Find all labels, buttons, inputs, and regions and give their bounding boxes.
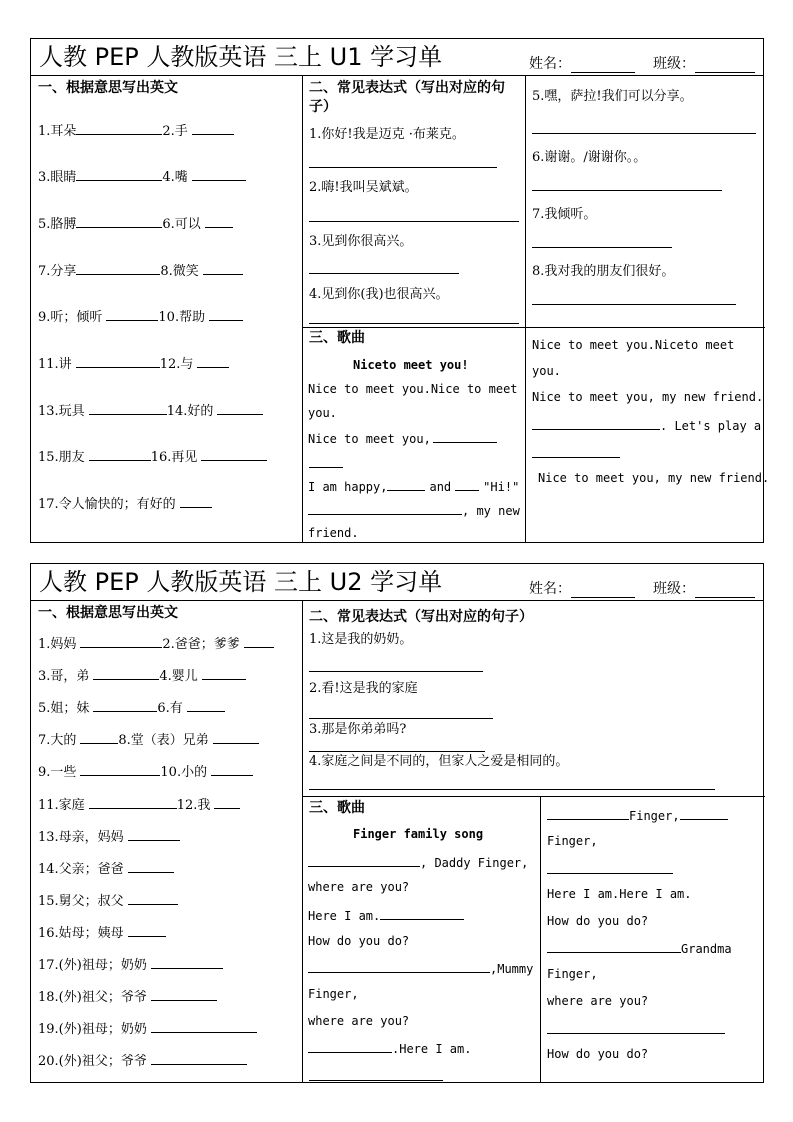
answer-line[interactable] — [547, 1033, 725, 1034]
song-line: Finger, — [308, 987, 359, 1001]
answer-blank[interactable] — [80, 634, 162, 648]
name-label: 姓名： — [529, 581, 571, 597]
answer-blank[interactable] — [547, 806, 629, 820]
answer-blank[interactable] — [93, 666, 159, 680]
expression-item: 2.看!这是我的家庭 — [309, 681, 418, 696]
vocab-item: 18.(外)祖父；爷爷 — [38, 990, 147, 1005]
vocab-item: 5.胳膊 — [38, 217, 77, 232]
answer-line[interactable] — [532, 133, 756, 134]
answer-line[interactable] — [532, 457, 620, 458]
header-u2 — [31, 564, 763, 601]
answer-blank[interactable] — [197, 354, 229, 368]
answer-blank[interactable] — [128, 827, 180, 841]
song-line: Grandma — [681, 942, 732, 956]
song-line: . Let's play a — [660, 419, 762, 433]
section-vocab — [38, 79, 178, 98]
vocab-item: 2.手 — [162, 124, 188, 139]
song-line: Here I am. — [308, 909, 381, 923]
song-line: How do you do? — [308, 934, 410, 948]
vocab-item: 19.(外)祖母；奶奶 — [38, 1022, 147, 1037]
worksheet-u2 — [30, 563, 764, 1083]
answer-blank[interactable] — [151, 1019, 257, 1033]
answer-line[interactable] — [309, 1080, 443, 1081]
answer-blank[interactable] — [76, 121, 162, 135]
answer-blank[interactable] — [308, 959, 490, 973]
expression-item: 3.那是你弟弟吗? — [309, 722, 407, 737]
name-field[interactable] — [529, 578, 635, 598]
song-line: Nice to meet you.Nice to meet — [308, 382, 518, 396]
answer-blank[interactable] — [308, 853, 420, 867]
expression-item: 6.谢谢。/谢谢你。。 — [532, 150, 647, 165]
answer-blank[interactable] — [128, 923, 166, 937]
song-line: , my new — [462, 504, 520, 518]
section-title: 二、常见表达式（写出对应的句子） — [309, 609, 533, 625]
answer-blank[interactable] — [76, 214, 162, 228]
answer-blank[interactable] — [380, 906, 464, 920]
answer-blank[interactable] — [80, 762, 160, 776]
vocab-item: 15.朋友 — [38, 450, 85, 465]
vocab-item: 9.听；倾听 — [38, 310, 103, 325]
answer-blank[interactable] — [151, 1051, 247, 1065]
answer-blank[interactable] — [201, 447, 267, 461]
answer-blank[interactable] — [209, 307, 243, 321]
song-line: How do you do? — [547, 914, 649, 928]
vocab-item: 10.小的 — [160, 765, 208, 780]
song-line: Nice to meet you, — [308, 432, 431, 446]
vocab-item: 1.耳朵 — [38, 124, 77, 139]
answer-blank[interactable] — [180, 494, 212, 508]
expression-item: 1.你好!我是迈克 ·布莱克。 — [309, 127, 465, 142]
answer-blank[interactable] — [213, 730, 259, 744]
answer-blank[interactable] — [547, 939, 681, 953]
vocab-item: 11.家庭 — [38, 798, 85, 813]
vocab-item: 1.妈妈 — [38, 637, 77, 652]
answer-line[interactable] — [309, 789, 715, 790]
answer-blank[interactable] — [76, 354, 160, 368]
name-field[interactable] — [529, 53, 635, 73]
class-field[interactable] — [653, 53, 755, 73]
expression-item: 2.嗨!我叫吴斌斌。 — [309, 180, 418, 195]
song-line: .Here I am. — [392, 1042, 472, 1056]
class-field[interactable] — [653, 578, 755, 598]
song-line: Nice to meet you, my new friend. — [532, 390, 764, 404]
vocab-item: 11.讲 — [38, 357, 72, 372]
song-line: where are you? — [547, 994, 649, 1008]
answer-blank[interactable] — [532, 416, 660, 430]
vocab-item: 10.帮助 — [158, 310, 206, 325]
worksheet-u1 — [30, 38, 770, 543]
answer-line[interactable] — [309, 273, 459, 274]
song-line: , Daddy Finger, — [420, 856, 529, 870]
answer-blank[interactable] — [205, 214, 233, 228]
expression-item: 4.家庭之间是不同的，但家人之爱是相同的。 — [309, 754, 569, 769]
vocab-item: 9.一些 — [38, 765, 77, 780]
song-line: and — [429, 480, 452, 494]
expression-item: 3.见到你很高兴。 — [309, 234, 413, 249]
answer-blank[interactable] — [308, 1039, 392, 1053]
answer-line[interactable] — [309, 751, 485, 752]
song-line: Finger, — [547, 967, 598, 981]
song-line: "Hi!" — [483, 480, 520, 494]
answer-line[interactable] — [309, 671, 483, 672]
song-line: How do you do? — [547, 1047, 649, 1061]
answer-blank[interactable] — [187, 698, 225, 712]
vocab-item: 20.(外)祖父；爷爷 — [38, 1054, 147, 1069]
answer-blank[interactable] — [214, 795, 240, 809]
vocab-item: 7.分享 — [38, 264, 77, 279]
answer-line[interactable] — [309, 718, 493, 719]
vocab-item: 17.(外)祖母；奶奶 — [38, 958, 147, 973]
answer-line[interactable] — [309, 323, 519, 324]
answer-blank[interactable] — [387, 477, 425, 491]
song-line: Finger, — [547, 834, 598, 848]
answer-line[interactable] — [309, 167, 497, 168]
vocab-item: 4.嘴 — [162, 170, 188, 185]
answer-blank[interactable] — [680, 806, 728, 820]
vocab-item: 14.父亲；爸爸 — [38, 862, 124, 877]
answer-blank[interactable] — [128, 859, 174, 873]
expression-item: 7.我倾听。 — [532, 207, 597, 222]
vocab-item: 15.舅父；叔父 — [38, 894, 124, 909]
song-line: where are you? — [308, 880, 410, 894]
answer-blank[interactable] — [433, 429, 497, 443]
section-title: 一、根据意思写出英文 — [38, 605, 178, 621]
header-u1 — [31, 39, 763, 76]
answer-blank[interactable] — [217, 401, 263, 415]
answer-blank[interactable] — [76, 261, 160, 275]
answer-blank[interactable] — [192, 121, 234, 135]
answer-line[interactable] — [532, 190, 722, 191]
answer-blank[interactable] — [89, 401, 167, 415]
vocab-item: 2.爸爸；爹爹 — [162, 637, 240, 652]
vocab-item: 12.我 — [176, 798, 211, 813]
vocab-item: 17.令人愉快的；有好的 — [38, 497, 176, 512]
answer-blank[interactable] — [202, 666, 246, 680]
vocab-item: 5.姐；妹 — [38, 701, 90, 716]
answer-blank[interactable] — [211, 762, 253, 776]
answer-line[interactable] — [309, 221, 519, 222]
song-line: you. — [532, 364, 561, 378]
vocab-item: 7.大的 — [38, 733, 77, 748]
vocab-item: 4.婴儿 — [159, 669, 198, 684]
vocab-item: 8.堂（表）兄弟 — [118, 733, 209, 748]
vocab-item: 3.哥，弟 — [38, 669, 90, 684]
name-label: 姓名： — [529, 56, 571, 72]
song-line: I am happy, — [308, 480, 388, 494]
answer-blank[interactable] — [80, 730, 118, 744]
section-title: 一、根据意思写出英文 — [38, 80, 178, 96]
song-title: Finger family song — [353, 827, 484, 841]
expression-item: 1.这是我的奶奶。 — [309, 632, 413, 647]
class-label: 班级： — [653, 581, 695, 597]
answer-blank[interactable] — [76, 167, 162, 181]
vocab-item: 13.玩具 — [38, 404, 85, 419]
song-line: friend. — [308, 526, 359, 540]
song-line: where are you? — [308, 1014, 410, 1028]
vocab-item: 3.眼睛 — [38, 170, 77, 185]
expression-item: 8.我对我的朋友们很好。 — [532, 264, 675, 279]
page-title: 人教 PEP 人教版英语 三上 U2 学习单 — [39, 568, 443, 596]
song-line: Here I am.Here I am. — [547, 887, 692, 901]
vocab-item: 6.有 — [157, 701, 183, 716]
answer-line[interactable] — [532, 304, 736, 305]
expression-item: 5.嘿，萨拉!我们可以分享。 — [532, 89, 693, 104]
vocab-item: 14.好的 — [166, 404, 214, 419]
section-title: 三、歌曲 — [309, 330, 365, 346]
song-line: Finger, — [629, 809, 680, 823]
answer-line[interactable] — [547, 873, 673, 874]
vocab-item: 6.可以 — [162, 217, 201, 232]
answer-blank[interactable] — [455, 477, 479, 491]
vocab-item: 16.姑母；姨母 — [38, 926, 124, 941]
song-line: you. — [308, 406, 337, 420]
expression-item: 4.见到你(我)也很高兴。 — [309, 287, 449, 302]
section-title: 二、常见表达式（写出对应的句子） — [309, 80, 505, 115]
answer-blank[interactable] — [151, 987, 217, 1001]
vocab-item: 8.微笑 — [160, 264, 199, 279]
answer-blank[interactable] — [203, 261, 243, 275]
answer-blank[interactable] — [308, 501, 462, 515]
section-title: 三、歌曲 — [309, 800, 365, 816]
vocab-item: 16.再见 — [150, 450, 198, 465]
answer-blank[interactable] — [89, 447, 151, 461]
answer-blank[interactable] — [151, 955, 223, 969]
answer-line[interactable] — [309, 467, 343, 468]
song-line: Nice to meet you.Niceto meet — [532, 338, 735, 352]
song-line: ,Mummy — [490, 962, 534, 976]
song-line: Nice to meet you, my new friend. — [538, 471, 770, 485]
page-title: 人教 PEP 人教版英语 三上 U1 学习单 — [39, 43, 443, 71]
answer-blank[interactable] — [93, 698, 157, 712]
song-title: Niceto meet you! — [353, 358, 469, 372]
answer-blank[interactable] — [106, 307, 158, 321]
answer-blank[interactable] — [244, 634, 274, 648]
vocab-item: 13.母亲，妈妈 — [38, 830, 124, 845]
answer-blank[interactable] — [192, 167, 246, 181]
answer-line[interactable] — [532, 247, 672, 248]
answer-blank[interactable] — [128, 891, 178, 905]
answer-blank[interactable] — [89, 795, 177, 809]
vocab-item: 12.与 — [159, 357, 194, 372]
class-label: 班级： — [653, 56, 695, 72]
